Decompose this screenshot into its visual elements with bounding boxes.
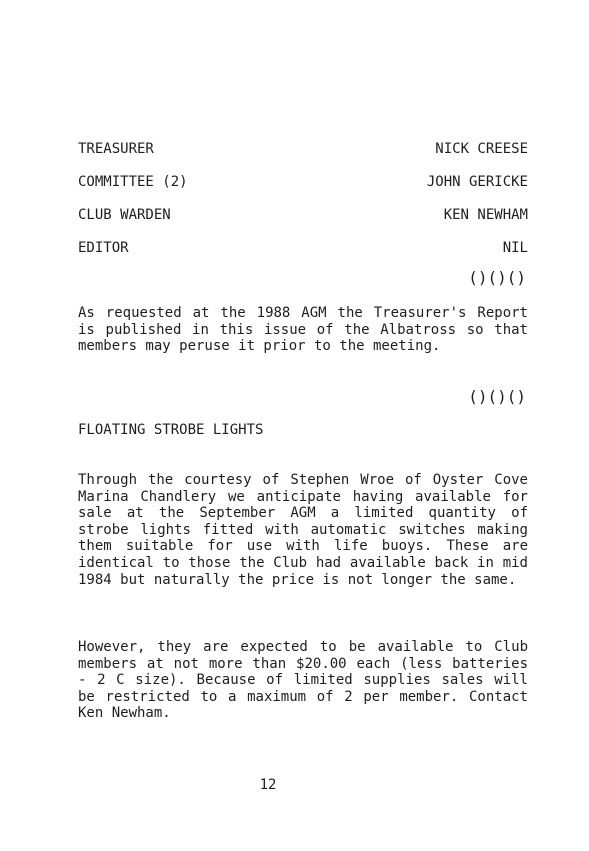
- role-name: KEN NEWHAM: [443, 207, 528, 223]
- role-name: JOHN GERICKE: [426, 174, 528, 190]
- strobe-paragraph-1: Through the courtesy of Stephen Wroe of Oyster Cove Marina Chandlery we anticipate having available for sale at the September AGM a limited quantity of strobe lights fitted with automatic switches making them suitable for use with life buoys. These are identical to those the Club had available back in mid 1984 but naturally the price is not longer the same.: [78, 472, 528, 588]
- role-row-treasurer: [78, 140, 528, 158]
- role-row-editor: [78, 239, 528, 257]
- role-title: TREASURER: [78, 141, 154, 157]
- role-title: COMMITTEE (2): [78, 174, 188, 190]
- role-row-committee: [78, 173, 528, 191]
- page-number: 12: [259, 777, 277, 793]
- role-name: NICK CREESE: [435, 141, 528, 157]
- section-separator: ()()(): [468, 387, 526, 406]
- role-name: NIL: [502, 240, 528, 256]
- document-page: [78, 0, 528, 851]
- role-title: CLUB WARDEN: [78, 207, 171, 223]
- section-separator: ()()(): [468, 268, 526, 287]
- strobe-paragraph-2: However, they are expected to be available to Club members at not more than $20.00 each (less batteries - 2 C size). Because of limited supplies sales will be restricted to a maximum of 2 per member. Contact Ken Newham.: [78, 639, 528, 722]
- role-row-club-warden: [78, 206, 528, 224]
- treasurer-report-note: As requested at the 1988 AGM the Treasurer's Report is published in this issue of the Albatross so that members may peruse it prior to the meeting.: [78, 305, 528, 355]
- section-heading: FLOATING STROBE LIGHTS: [78, 422, 264, 438]
- role-title: EDITOR: [78, 240, 129, 256]
